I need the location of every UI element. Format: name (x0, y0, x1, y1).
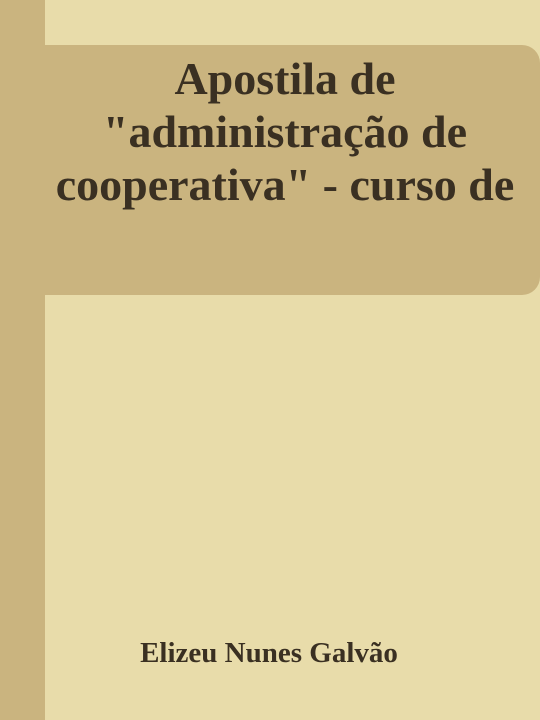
book-spine (0, 0, 45, 720)
book-title: Apostila de "administração de cooperativa" - curso de (55, 53, 515, 210)
book-author: Elizeu Nunes Galvão (140, 637, 398, 669)
